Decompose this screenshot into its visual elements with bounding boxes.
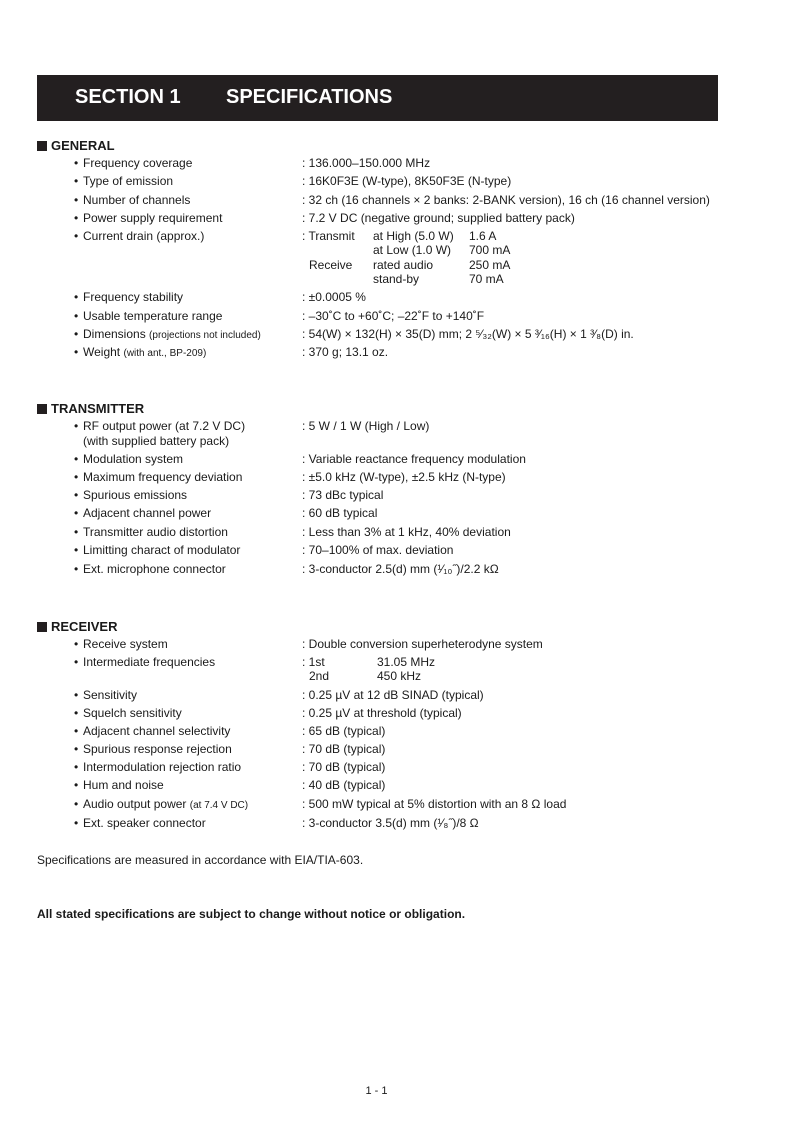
spec-label [83, 797, 248, 813]
spec-value: : 5 W / 1 W (High / Low) [302, 419, 430, 433]
spec-label: Sensitivity [83, 688, 138, 702]
current-low-value: 700 mA [469, 243, 511, 257]
bullet-icon: • [74, 655, 79, 669]
spec-value: : Variable reactance frequency modulation [302, 452, 526, 466]
current-high-label: at High (5.0 W) [373, 229, 454, 243]
bullet-icon: • [74, 543, 79, 557]
spec-label: Usable temperature range [83, 309, 223, 323]
spec-value: : 0.25 µV at 12 dB SINAD (typical) [302, 688, 484, 702]
spec-label: Intermediate frequencies [83, 655, 216, 669]
spec-label [83, 327, 261, 343]
spec-label-text: Weight [83, 345, 121, 359]
spec-value: : 7.2 V DC (negative ground; supplied battery pack) [302, 211, 575, 225]
spec-value: : 370 g; 13.1 oz. [302, 345, 389, 359]
spec-value: : Less than 3% at 1 kHz, 40% deviation [302, 525, 511, 539]
bullet-icon: • [74, 706, 79, 720]
spec-value: : 136.000–150.000 MHz [302, 156, 431, 170]
spec-label: Limitting charact of modulator [83, 543, 241, 557]
spec-label: Hum and noise [83, 778, 164, 792]
page-number: 1 - 1 [365, 1085, 388, 1097]
spec-value: : 40 dB (typical) [302, 778, 386, 792]
transmitter-heading [37, 401, 144, 416]
bullet-icon: • [74, 327, 79, 341]
bullet-icon: • [74, 229, 79, 243]
spec-label: Frequency stability [83, 290, 184, 304]
spec-value: : –30˚C to +60˚C; –22˚F to +140˚F [302, 309, 485, 323]
if-second-value: 450 kHz [377, 669, 422, 683]
square-bullet-icon [37, 404, 47, 414]
general-heading-label: GENERAL [51, 138, 115, 153]
spec-label: Adjacent channel selectivity [83, 724, 231, 738]
spec-label: Current drain (approx.) [83, 229, 205, 243]
spec-label: RF output power (at 7.2 V DC) [83, 419, 246, 433]
spec-value: : 500 mW typical at 5% distortion with an 8 Ω load [302, 797, 567, 811]
bullet-icon: • [74, 174, 79, 188]
section-banner [37, 75, 718, 121]
spec-value: : 32 ch (16 channels × 2 banks: 2-BANK version), 16 ch (16 channel version) [302, 193, 710, 207]
bullet-icon: • [74, 506, 79, 520]
spec-value: : 73 dBc typical [302, 488, 384, 502]
bullet-icon: • [74, 290, 79, 304]
spec-value: : 16K0F3E (W-type), 8K50F3E (N-type) [302, 174, 512, 188]
current-rated-label: rated audio [373, 258, 434, 272]
spec-value: : 60 dB typical [302, 506, 378, 520]
spec-label: Squelch sensitivity [83, 706, 182, 720]
spec-label-text: Audio output power [83, 797, 187, 811]
spec-value: : 70–100% of max. deviation [302, 543, 454, 557]
bullet-icon: • [74, 470, 79, 484]
spec-value: : ±5.0 kHz (W-type), ±2.5 kHz (N-type) [302, 470, 506, 484]
bullet-icon: • [74, 488, 79, 502]
spec-label: Frequency coverage [83, 156, 193, 170]
spec-value: : 3-conductor 3.5(d) mm (¹⁄₈˝)/8 Ω [302, 816, 479, 830]
spec-label: Modulation system [83, 452, 184, 466]
spec-label: Receive system [83, 637, 168, 651]
measurement-note: Specifications are measured in accordance with EIA/TIA-603. [37, 853, 364, 867]
spec-label-note: (projections not included) [149, 330, 261, 341]
bullet-icon: • [74, 778, 79, 792]
bullet-icon: • [74, 637, 79, 651]
spec-label: Spurious response rejection [83, 742, 232, 756]
if-first-value: 31.05 MHz [377, 655, 436, 669]
current-standby-label: stand-by [373, 272, 420, 286]
bullet-icon: • [74, 562, 79, 576]
spec-label: Maximum frequency deviation [83, 470, 243, 484]
current-high-value: 1.6 A [469, 229, 497, 243]
spec-label-line2: (with supplied battery pack) [83, 434, 230, 448]
bullet-icon: • [74, 345, 79, 359]
spec-label: Type of emission [83, 174, 174, 188]
current-transmit-label: : Transmit [302, 229, 355, 243]
spec-label-note: (with ant., BP-209) [123, 348, 207, 359]
square-bullet-icon [37, 622, 47, 632]
bullet-icon: • [74, 525, 79, 539]
current-receive-label: Receive [309, 258, 353, 272]
spec-value: : 0.25 µV at threshold (typical) [302, 706, 462, 720]
spec-label: Intermodulation rejection ratio [83, 760, 242, 774]
spec-value: : 70 dB (typical) [302, 760, 386, 774]
bullet-icon: • [74, 724, 79, 738]
spec-label [83, 345, 206, 361]
spec-label: Spurious emissions [83, 488, 188, 502]
section-title: SPECIFICATIONS [226, 86, 393, 108]
bullet-icon: • [74, 309, 79, 323]
spec-label: Number of channels [83, 193, 191, 207]
spec-label: Adjacent channel power [83, 506, 212, 520]
receiver-heading-label: RECEIVER [51, 619, 118, 634]
spec-label-text: Dimensions [83, 327, 146, 341]
bullet-icon: • [74, 688, 79, 702]
spec-value: : 3-conductor 2.5(d) mm (¹⁄₁₀˝)/2.2 kΩ [302, 562, 499, 576]
current-rated-value: 250 mA [469, 258, 511, 272]
square-bullet-icon [37, 141, 47, 151]
if-second-label: 2nd [309, 669, 330, 683]
bullet-icon: • [74, 816, 79, 830]
bullet-icon: • [74, 742, 79, 756]
receiver-heading [37, 619, 117, 634]
current-standby-value: 70 mA [469, 272, 504, 286]
spec-value: : 70 dB (typical) [302, 742, 386, 756]
transmitter-heading-label: TRANSMITTER [51, 401, 145, 416]
bullet-icon: • [74, 193, 79, 207]
spec-label: Ext. speaker connector [83, 816, 206, 830]
spec-label: Ext. microphone connector [83, 562, 226, 576]
spec-value: : ±0.0005 % [302, 290, 366, 304]
spec-value: : 54(W) × 132(H) × 35(D) mm; 2 ⁵⁄₃₂(W) × 5 ³⁄₁₆(H) × 1 ³⁄₈(D) in. [302, 327, 634, 341]
bullet-icon: • [74, 760, 79, 774]
change-notice: All stated specifications are subject to change without notice or obligation. [37, 907, 466, 921]
current-low-label: at Low (1.0 W) [373, 243, 452, 257]
spec-value: : 65 dB (typical) [302, 724, 386, 738]
general-heading [37, 138, 115, 153]
bullet-icon: • [74, 419, 79, 433]
section-number: SECTION 1 [75, 86, 181, 108]
spec-value: : Double conversion superheterodyne system [302, 637, 543, 651]
bullet-icon: • [74, 211, 79, 225]
spec-label: Transmitter audio distortion [83, 525, 228, 539]
spec-label-note: (at 7.4 V DC) [189, 800, 249, 811]
bullet-icon: • [74, 797, 79, 811]
bullet-icon: • [74, 452, 79, 466]
spec-label: Power supply requirement [83, 211, 223, 225]
if-first-label: : 1st [302, 655, 325, 669]
bullet-icon: • [74, 156, 79, 170]
